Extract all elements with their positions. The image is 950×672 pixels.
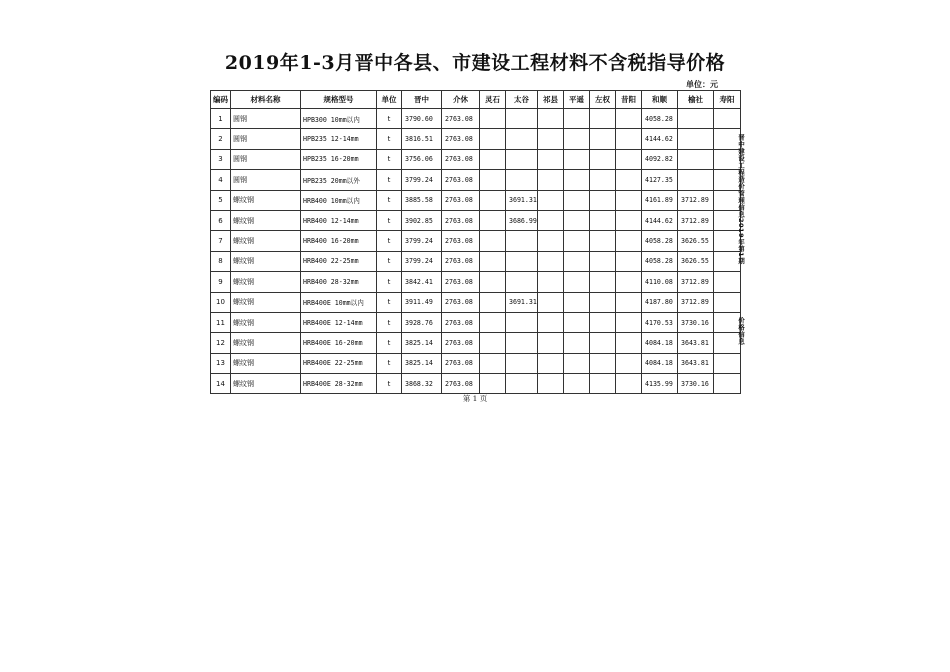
price-jiexiu-cell: 2763.08	[442, 210, 480, 230]
row-code-cell: 5	[211, 190, 231, 210]
table-row	[211, 129, 741, 149]
price-heshun-cell: 4187.80	[642, 292, 678, 312]
price-xiyang-cell	[616, 170, 642, 190]
material-name-cell: 圆钢	[231, 129, 301, 149]
material-name-cell: 螺纹钢	[231, 333, 301, 353]
price-zuoquan-cell	[590, 251, 616, 271]
material-name-cell: 圆钢	[231, 149, 301, 169]
row-code-cell: 7	[211, 231, 231, 251]
unit-cell: t	[377, 251, 402, 271]
price-yushe-cell: 3730.16	[678, 312, 714, 332]
price-lingshi-cell	[480, 170, 506, 190]
price-zuoquan-cell	[590, 312, 616, 332]
column-header: 寿阳	[714, 91, 741, 109]
unit-cell: t	[377, 231, 402, 251]
price-pingyao-cell	[564, 333, 590, 353]
price-lingshi-cell	[480, 272, 506, 292]
price-lingshi-cell	[480, 231, 506, 251]
price-xiyang-cell	[616, 292, 642, 312]
row-code-cell: 13	[211, 353, 231, 373]
price-yushe-cell	[678, 109, 714, 129]
unit-cell: t	[377, 272, 402, 292]
price-jiexiu-cell: 2763.08	[442, 353, 480, 373]
page-footer: 第 1 页	[462, 394, 488, 403]
spec-model-cell: HRB400 28-32mm	[301, 272, 377, 292]
price-pingyao-cell	[564, 231, 590, 251]
price-jiexiu-cell: 2763.08	[442, 231, 480, 251]
price-yushe-cell: 3712.89	[678, 272, 714, 292]
price-taigu-cell	[506, 353, 538, 373]
table-row	[211, 251, 741, 271]
price-taigu-cell	[506, 333, 538, 353]
price-yushe-cell: 3643.81	[678, 333, 714, 353]
column-header: 编码	[211, 91, 231, 109]
price-lingshi-cell	[480, 149, 506, 169]
price-jinzhong-cell: 3868.32	[402, 374, 442, 394]
price-lingshi-cell	[480, 210, 506, 230]
price-qixian-cell	[538, 170, 564, 190]
price-jiexiu-cell: 2763.08	[442, 251, 480, 271]
price-heshun-cell: 4144.62	[642, 129, 678, 149]
price-shouyang-cell	[714, 374, 741, 394]
price-pingyao-cell	[564, 210, 590, 230]
price-heshun-cell: 4127.35	[642, 170, 678, 190]
price-jinzhong-cell: 3902.85	[402, 210, 442, 230]
table-row	[211, 374, 741, 394]
row-code-cell: 2	[211, 129, 231, 149]
price-zuoquan-cell	[590, 170, 616, 190]
column-header: 灵石	[480, 91, 506, 109]
unit-cell: t	[377, 353, 402, 373]
price-lingshi-cell	[480, 109, 506, 129]
unit-cell: t	[377, 109, 402, 129]
row-code-cell: 6	[211, 210, 231, 230]
price-qixian-cell	[538, 251, 564, 271]
unit-cell: t	[377, 333, 402, 353]
price-zuoquan-cell	[590, 190, 616, 210]
price-xiyang-cell	[616, 149, 642, 169]
document-title: 2019年1-3月晋中各县、市建设工程材料不含税指导价格	[224, 52, 726, 74]
price-jinzhong-cell: 3799.24	[402, 170, 442, 190]
unit-cell: t	[377, 292, 402, 312]
price-xiyang-cell	[616, 312, 642, 332]
price-jinzhong-cell: 3911.49	[402, 292, 442, 312]
material-name-cell: 螺纹钢	[231, 272, 301, 292]
row-code-cell: 8	[211, 251, 231, 271]
price-xiyang-cell	[616, 190, 642, 210]
price-jinzhong-cell: 3816.51	[402, 129, 442, 149]
price-qixian-cell	[538, 210, 564, 230]
price-jiexiu-cell: 2763.08	[442, 312, 480, 332]
unit-cell: t	[377, 149, 402, 169]
material-name-cell: 螺纹钢	[231, 353, 301, 373]
price-yushe-cell	[678, 149, 714, 169]
material-name-cell: 螺纹钢	[231, 374, 301, 394]
price-taigu-cell: 3691.31	[506, 190, 538, 210]
price-jiexiu-cell: 2763.08	[442, 149, 480, 169]
spec-model-cell: HRB400E 22-25mm	[301, 353, 377, 373]
price-pingyao-cell	[564, 149, 590, 169]
table-header-row	[211, 91, 741, 109]
price-pingyao-cell	[564, 312, 590, 332]
price-yushe-cell	[678, 170, 714, 190]
row-code-cell: 9	[211, 272, 231, 292]
row-code-cell: 11	[211, 312, 231, 332]
price-jinzhong-cell: 3825.14	[402, 353, 442, 373]
price-xiyang-cell	[616, 272, 642, 292]
price-lingshi-cell	[480, 251, 506, 271]
price-jiexiu-cell: 2763.08	[442, 190, 480, 210]
material-name-cell: 螺纹钢	[231, 251, 301, 271]
price-yushe-cell: 3712.89	[678, 292, 714, 312]
unit-cell: t	[377, 170, 402, 190]
unit-cell: t	[377, 129, 402, 149]
column-header: 昔阳	[616, 91, 642, 109]
price-pingyao-cell	[564, 170, 590, 190]
table-row	[211, 149, 741, 169]
price-shouyang-cell	[714, 109, 741, 129]
price-lingshi-cell	[480, 190, 506, 210]
material-name-cell: 螺纹钢	[231, 292, 301, 312]
price-yushe-cell	[678, 129, 714, 149]
price-taigu-cell: 3686.99	[506, 210, 538, 230]
price-heshun-cell: 4058.28	[642, 231, 678, 251]
price-zuoquan-cell	[590, 272, 616, 292]
price-taigu-cell	[506, 109, 538, 129]
price-xiyang-cell	[616, 251, 642, 271]
table-row	[211, 109, 741, 129]
price-jinzhong-cell: 3885.58	[402, 190, 442, 210]
row-code-cell: 10	[211, 292, 231, 312]
table-row	[211, 231, 741, 251]
price-zuoquan-cell	[590, 231, 616, 251]
price-qixian-cell	[538, 333, 564, 353]
column-header: 平遥	[564, 91, 590, 109]
price-pingyao-cell	[564, 109, 590, 129]
price-zuoquan-cell	[590, 129, 616, 149]
unit-label: 单位：元	[686, 80, 718, 89]
price-jiexiu-cell: 2763.08	[442, 170, 480, 190]
price-qixian-cell	[538, 231, 564, 251]
price-taigu-cell	[506, 374, 538, 394]
column-header: 单位	[377, 91, 402, 109]
row-code-cell: 4	[211, 170, 231, 190]
column-header: 材料名称	[231, 91, 301, 109]
spec-model-cell: HRB400E 28-32mm	[301, 374, 377, 394]
price-zuoquan-cell	[590, 353, 616, 373]
unit-cell: t	[377, 210, 402, 230]
spec-model-cell: HRB400 22-25mm	[301, 251, 377, 271]
price-jinzhong-cell: 3928.76	[402, 312, 442, 332]
price-shouyang-cell	[714, 292, 741, 312]
price-pingyao-cell	[564, 251, 590, 271]
price-zuoquan-cell	[590, 333, 616, 353]
spec-model-cell: HPB300 10mm以内	[301, 109, 377, 129]
column-header: 祁县	[538, 91, 564, 109]
row-code-cell: 1	[211, 109, 231, 129]
price-taigu-cell	[506, 129, 538, 149]
table-row	[211, 190, 741, 210]
price-xiyang-cell	[616, 109, 642, 129]
row-code-cell: 12	[211, 333, 231, 353]
spec-model-cell: HRB400E 12-14mm	[301, 312, 377, 332]
price-pingyao-cell	[564, 272, 590, 292]
price-heshun-cell: 4084.18	[642, 353, 678, 373]
price-qixian-cell	[538, 129, 564, 149]
price-jiexiu-cell: 2763.08	[442, 333, 480, 353]
side-note-issue: 晋中建设工程造价管理信息2019年第1期	[737, 134, 745, 265]
price-jiexiu-cell: 2763.08	[442, 129, 480, 149]
price-lingshi-cell	[480, 333, 506, 353]
price-xiyang-cell	[616, 353, 642, 373]
column-header: 规格型号	[301, 91, 377, 109]
unit-cell: t	[377, 312, 402, 332]
price-zuoquan-cell	[590, 210, 616, 230]
price-qixian-cell	[538, 109, 564, 129]
table-row	[211, 353, 741, 373]
price-qixian-cell	[538, 149, 564, 169]
material-name-cell: 圆钢	[231, 170, 301, 190]
price-jiexiu-cell: 2763.08	[442, 292, 480, 312]
price-jiexiu-cell: 2763.08	[442, 374, 480, 394]
price-qixian-cell	[538, 353, 564, 373]
row-code-cell: 3	[211, 149, 231, 169]
price-yushe-cell: 3643.81	[678, 353, 714, 373]
price-pingyao-cell	[564, 190, 590, 210]
material-name-cell: 圆钢	[231, 109, 301, 129]
price-heshun-cell: 4110.08	[642, 272, 678, 292]
price-zuoquan-cell	[590, 149, 616, 169]
price-yushe-cell: 3626.55	[678, 231, 714, 251]
price-heshun-cell: 4170.53	[642, 312, 678, 332]
price-jiexiu-cell: 2763.08	[442, 272, 480, 292]
price-pingyao-cell	[564, 374, 590, 394]
spec-model-cell: HRB400E 16-20mm	[301, 333, 377, 353]
spec-model-cell: HRB400 10mm以内	[301, 190, 377, 210]
price-zuoquan-cell	[590, 374, 616, 394]
price-heshun-cell: 4058.28	[642, 251, 678, 271]
unit-cell: t	[377, 374, 402, 394]
price-heshun-cell: 4144.62	[642, 210, 678, 230]
price-heshun-cell: 4058.28	[642, 109, 678, 129]
row-code-cell: 14	[211, 374, 231, 394]
material-name-cell: 螺纹钢	[231, 312, 301, 332]
price-jiexiu-cell: 2763.08	[442, 109, 480, 129]
price-xiyang-cell	[616, 210, 642, 230]
price-taigu-cell	[506, 149, 538, 169]
spec-model-cell: HRB400E 10mm以内	[301, 292, 377, 312]
price-lingshi-cell	[480, 129, 506, 149]
column-header: 太谷	[506, 91, 538, 109]
price-jinzhong-cell: 3790.60	[402, 109, 442, 129]
price-lingshi-cell	[480, 374, 506, 394]
price-pingyao-cell	[564, 292, 590, 312]
column-header: 左权	[590, 91, 616, 109]
price-taigu-cell: 3691.31	[506, 292, 538, 312]
table-row	[211, 210, 741, 230]
price-taigu-cell	[506, 251, 538, 271]
price-qixian-cell	[538, 190, 564, 210]
column-header: 榆社	[678, 91, 714, 109]
table-body	[211, 109, 741, 394]
price-xiyang-cell	[616, 231, 642, 251]
price-pingyao-cell	[564, 353, 590, 373]
material-name-cell: 螺纹钢	[231, 231, 301, 251]
price-taigu-cell	[506, 231, 538, 251]
price-jinzhong-cell: 3825.14	[402, 333, 442, 353]
price-zuoquan-cell	[590, 292, 616, 312]
price-pingyao-cell	[564, 129, 590, 149]
price-taigu-cell	[506, 272, 538, 292]
price-yushe-cell: 3730.16	[678, 374, 714, 394]
price-heshun-cell: 4135.99	[642, 374, 678, 394]
price-taigu-cell	[506, 312, 538, 332]
price-yushe-cell: 3712.89	[678, 210, 714, 230]
table-row	[211, 312, 741, 332]
side-note-category: 价格信息	[737, 317, 745, 345]
column-header: 晋中	[402, 91, 442, 109]
spec-model-cell: HPB235 12-14mm	[301, 129, 377, 149]
price-yushe-cell: 3626.55	[678, 251, 714, 271]
material-name-cell: 螺纹钢	[231, 190, 301, 210]
price-jinzhong-cell: 3842.41	[402, 272, 442, 292]
price-qixian-cell	[538, 272, 564, 292]
price-taigu-cell	[506, 170, 538, 190]
table-row	[211, 292, 741, 312]
spec-model-cell: HPB235 20mm以外	[301, 170, 377, 190]
price-heshun-cell: 4161.89	[642, 190, 678, 210]
price-lingshi-cell	[480, 312, 506, 332]
table-row	[211, 333, 741, 353]
material-name-cell: 螺纹钢	[231, 210, 301, 230]
price-lingshi-cell	[480, 353, 506, 373]
table-row	[211, 272, 741, 292]
spec-model-cell: HPB235 16-20mm	[301, 149, 377, 169]
column-header: 介休	[442, 91, 480, 109]
unit-cell: t	[377, 190, 402, 210]
price-lingshi-cell	[480, 292, 506, 312]
spec-model-cell: HRB400 12-14mm	[301, 210, 377, 230]
price-jinzhong-cell: 3799.24	[402, 231, 442, 251]
price-yushe-cell: 3712.89	[678, 190, 714, 210]
price-jinzhong-cell: 3799.24	[402, 251, 442, 271]
spec-model-cell: HRB400 16-20mm	[301, 231, 377, 251]
table-row	[211, 170, 741, 190]
price-qixian-cell	[538, 374, 564, 394]
column-header: 和顺	[642, 91, 678, 109]
price-qixian-cell	[538, 312, 564, 332]
price-qixian-cell	[538, 292, 564, 312]
price-table	[210, 90, 741, 394]
price-heshun-cell: 4092.82	[642, 149, 678, 169]
price-xiyang-cell	[616, 333, 642, 353]
price-xiyang-cell	[616, 129, 642, 149]
price-jinzhong-cell: 3756.06	[402, 149, 442, 169]
price-heshun-cell: 4084.18	[642, 333, 678, 353]
price-xiyang-cell	[616, 374, 642, 394]
price-zuoquan-cell	[590, 109, 616, 129]
